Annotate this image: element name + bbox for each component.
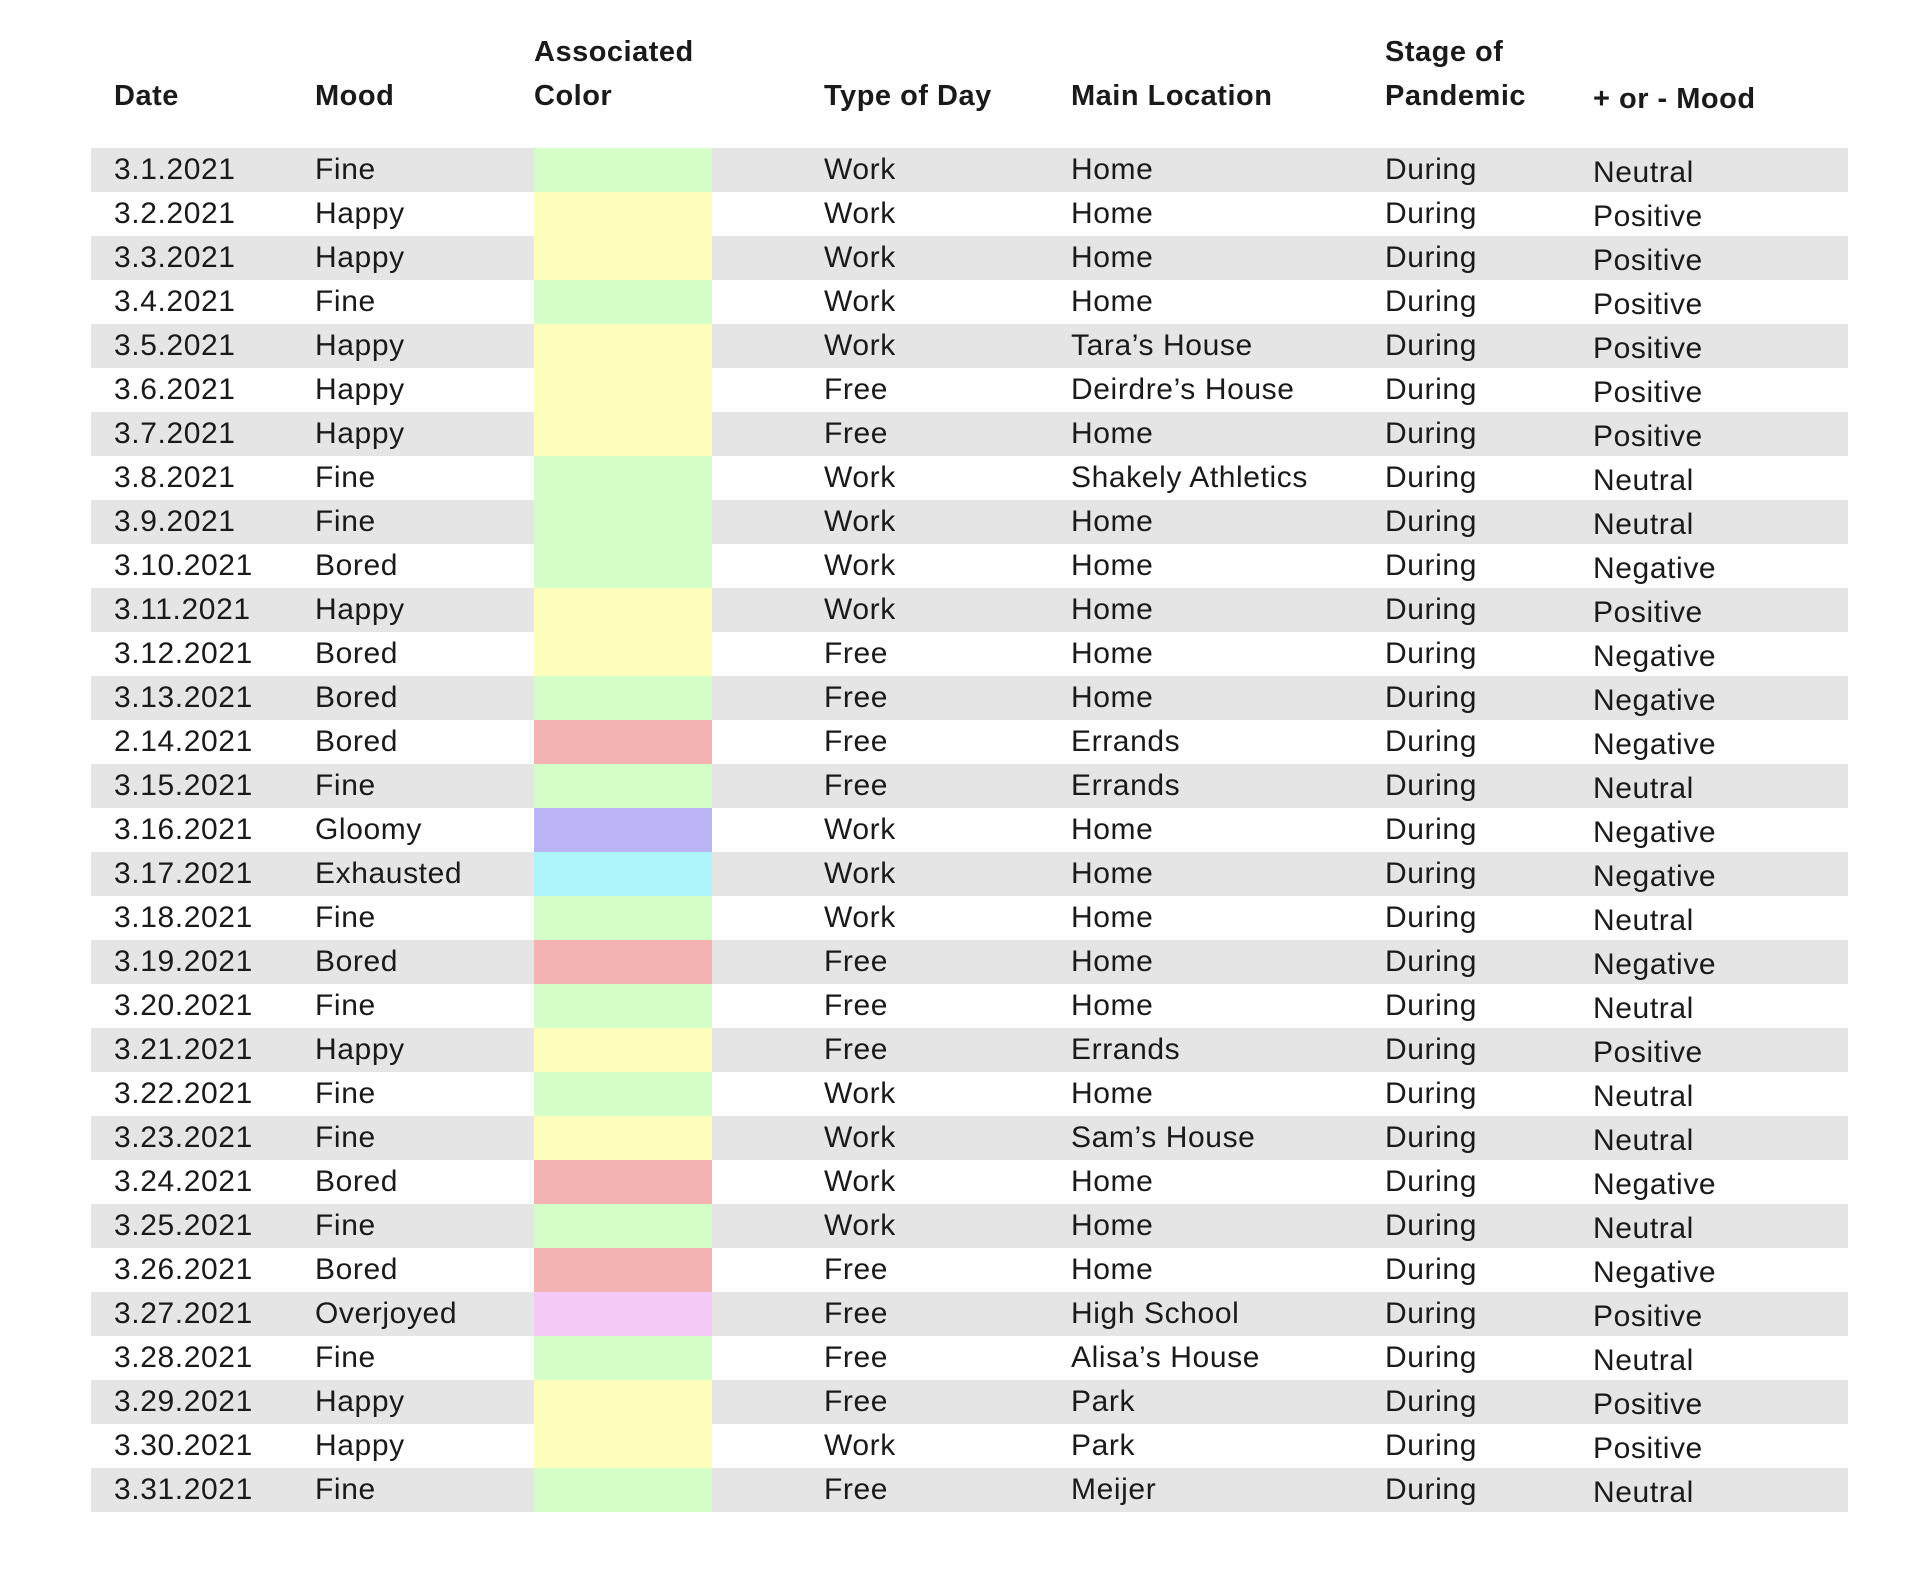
- associated-color-swatch: [534, 412, 712, 456]
- table-row: [91, 236, 1848, 280]
- header-type-of-day: Type of Day: [824, 80, 992, 112]
- type-of-day-cell: Work: [824, 461, 896, 494]
- stage-of-pandemic-cell: During: [1385, 505, 1477, 538]
- associated-color-swatch: [534, 632, 712, 676]
- table-row: [91, 808, 1848, 852]
- date-cell: 3.21.2021: [114, 1033, 253, 1066]
- table-row: [91, 720, 1848, 764]
- main-location-cell: Home: [1071, 901, 1154, 934]
- mood-cell: Fine: [315, 1121, 376, 1154]
- main-location-cell: Errands: [1071, 725, 1181, 758]
- stage-of-pandemic-cell: During: [1385, 1429, 1477, 1462]
- date-cell: 3.25.2021: [114, 1209, 253, 1242]
- associated-color-swatch: [534, 852, 712, 896]
- plus-minus-mood-cell: Positive: [1593, 420, 1703, 453]
- plus-minus-mood-cell: Positive: [1593, 1036, 1703, 1069]
- associated-color-swatch: [534, 1072, 712, 1116]
- plus-minus-mood-cell: Negative: [1593, 728, 1717, 761]
- stage-of-pandemic-cell: During: [1385, 681, 1477, 714]
- mood-cell: Fine: [315, 1473, 376, 1506]
- date-cell: 3.22.2021: [114, 1077, 253, 1110]
- header-main-location: Main Location: [1071, 80, 1273, 112]
- plus-minus-mood-cell: Positive: [1593, 1388, 1703, 1421]
- associated-color-swatch: [534, 764, 712, 808]
- table-row: [91, 1424, 1848, 1468]
- table-row: [91, 940, 1848, 984]
- table-body: [91, 148, 1848, 1512]
- stage-of-pandemic-cell: During: [1385, 1165, 1477, 1198]
- type-of-day-cell: Free: [824, 1473, 889, 1506]
- type-of-day-cell: Work: [824, 1165, 896, 1198]
- table-row: [91, 324, 1848, 368]
- main-location-cell: Deirdre’s House: [1071, 373, 1295, 406]
- plus-minus-mood-cell: Neutral: [1593, 1124, 1694, 1157]
- associated-color-swatch: [534, 676, 712, 720]
- type-of-day-cell: Free: [824, 373, 889, 406]
- plus-minus-mood-cell: Negative: [1593, 684, 1717, 717]
- plus-minus-mood-cell: Neutral: [1593, 1212, 1694, 1245]
- type-of-day-cell: Work: [824, 593, 896, 626]
- plus-minus-mood-cell: Neutral: [1593, 464, 1694, 497]
- associated-color-swatch: [534, 940, 712, 984]
- table-row: [91, 676, 1848, 720]
- associated-color-swatch: [534, 1248, 712, 1292]
- type-of-day-cell: Free: [824, 989, 889, 1022]
- stage-of-pandemic-cell: During: [1385, 153, 1477, 186]
- table-row: [91, 984, 1848, 1028]
- main-location-cell: Sam’s House: [1071, 1121, 1256, 1154]
- table-row: [91, 1336, 1848, 1380]
- type-of-day-cell: Work: [824, 505, 896, 538]
- main-location-cell: Home: [1071, 285, 1154, 318]
- header-date: Date: [114, 80, 179, 112]
- table-row: [91, 148, 1848, 192]
- main-location-cell: Home: [1071, 197, 1154, 230]
- date-cell: 3.7.2021: [114, 417, 236, 450]
- date-cell: 3.15.2021: [114, 769, 253, 802]
- plus-minus-mood-cell: Negative: [1593, 816, 1717, 849]
- plus-minus-mood-cell: Neutral: [1593, 904, 1694, 937]
- mood-cell: Happy: [315, 1033, 405, 1066]
- associated-color-swatch: [534, 368, 712, 412]
- main-location-cell: Home: [1071, 813, 1154, 846]
- table-row: [91, 1248, 1848, 1292]
- mood-cell: Happy: [315, 1429, 405, 1462]
- header-stage-line2: Pandemic: [1385, 80, 1526, 112]
- stage-of-pandemic-cell: During: [1385, 769, 1477, 802]
- type-of-day-cell: Work: [824, 1209, 896, 1242]
- plus-minus-mood-cell: Negative: [1593, 640, 1717, 673]
- date-cell: 3.9.2021: [114, 505, 236, 538]
- stage-of-pandemic-cell: During: [1385, 945, 1477, 978]
- mood-cell: Fine: [315, 461, 376, 494]
- plus-minus-mood-cell: Positive: [1593, 288, 1703, 321]
- mood-cell: Fine: [315, 285, 376, 318]
- type-of-day-cell: Work: [824, 285, 896, 318]
- type-of-day-cell: Work: [824, 857, 896, 890]
- date-cell: 3.12.2021: [114, 637, 253, 670]
- plus-minus-mood-cell: Neutral: [1593, 992, 1694, 1025]
- mood-cell: Bored: [315, 725, 399, 758]
- table-row: [91, 1116, 1848, 1160]
- date-cell: 3.6.2021: [114, 373, 236, 406]
- mood-cell: Gloomy: [315, 813, 422, 846]
- plus-minus-mood-cell: Positive: [1593, 1300, 1703, 1333]
- type-of-day-cell: Free: [824, 769, 889, 802]
- mood-cell: Bored: [315, 1165, 399, 1198]
- associated-color-swatch: [534, 1380, 712, 1424]
- mood-cell: Fine: [315, 989, 376, 1022]
- mood-cell: Happy: [315, 373, 405, 406]
- date-cell: 3.18.2021: [114, 901, 253, 934]
- plus-minus-mood-cell: Positive: [1593, 332, 1703, 365]
- type-of-day-cell: Free: [824, 1297, 889, 1330]
- plus-minus-mood-cell: Negative: [1593, 1168, 1717, 1201]
- associated-color-swatch: [534, 1160, 712, 1204]
- stage-of-pandemic-cell: During: [1385, 417, 1477, 450]
- plus-minus-mood-cell: Positive: [1593, 200, 1703, 233]
- header-stage-of-pandemic: [1385, 30, 1526, 118]
- type-of-day-cell: Work: [824, 197, 896, 230]
- mood-cell: Bored: [315, 681, 399, 714]
- associated-color-swatch: [534, 544, 712, 588]
- main-location-cell: Home: [1071, 1077, 1154, 1110]
- associated-color-swatch: [534, 1116, 712, 1160]
- stage-of-pandemic-cell: During: [1385, 241, 1477, 274]
- header-stage-line1: Stage of: [1385, 36, 1504, 68]
- main-location-cell: Tara’s House: [1071, 329, 1253, 362]
- date-cell: 3.1.2021: [114, 153, 236, 186]
- date-cell: 3.8.2021: [114, 461, 236, 494]
- plus-minus-mood-cell: Positive: [1593, 596, 1703, 629]
- associated-color-swatch: [534, 500, 712, 544]
- associated-color-swatch: [534, 236, 712, 280]
- main-location-cell: Home: [1071, 1165, 1154, 1198]
- date-cell: 3.30.2021: [114, 1429, 253, 1462]
- main-location-cell: Home: [1071, 153, 1154, 186]
- table-row: [91, 632, 1848, 676]
- main-location-cell: Home: [1071, 1209, 1154, 1242]
- mood-cell: Happy: [315, 241, 405, 274]
- associated-color-swatch: [534, 1424, 712, 1468]
- stage-of-pandemic-cell: During: [1385, 1077, 1477, 1110]
- mood-cell: Fine: [315, 1209, 376, 1242]
- plus-minus-mood-cell: Neutral: [1593, 1476, 1694, 1509]
- plus-minus-mood-cell: Negative: [1593, 552, 1717, 585]
- table-row: [91, 1072, 1848, 1116]
- table-row: [91, 588, 1848, 632]
- date-cell: 3.28.2021: [114, 1341, 253, 1374]
- stage-of-pandemic-cell: During: [1385, 197, 1477, 230]
- plus-minus-mood-cell: Neutral: [1593, 156, 1694, 189]
- table-row: [91, 280, 1848, 324]
- main-location-cell: Alisa’s House: [1071, 1341, 1261, 1374]
- table-header: [91, 0, 1848, 148]
- date-cell: 3.5.2021: [114, 329, 236, 362]
- mood-cell: Bored: [315, 1253, 399, 1286]
- associated-color-swatch: [534, 808, 712, 852]
- stage-of-pandemic-cell: During: [1385, 1473, 1477, 1506]
- main-location-cell: Home: [1071, 989, 1154, 1022]
- date-cell: 3.11.2021: [114, 593, 251, 626]
- stage-of-pandemic-cell: During: [1385, 461, 1477, 494]
- mood-cell: Happy: [315, 1385, 405, 1418]
- date-cell: 3.17.2021: [114, 857, 253, 890]
- main-location-cell: Shakely Athletics: [1071, 461, 1308, 494]
- table-row: [91, 764, 1848, 808]
- stage-of-pandemic-cell: During: [1385, 373, 1477, 406]
- plus-minus-mood-cell: Neutral: [1593, 508, 1694, 541]
- type-of-day-cell: Work: [824, 241, 896, 274]
- type-of-day-cell: Free: [824, 417, 889, 450]
- stage-of-pandemic-cell: During: [1385, 813, 1477, 846]
- mood-cell: Overjoyed: [315, 1297, 458, 1330]
- header-mood: Mood: [315, 80, 395, 112]
- date-cell: 3.29.2021: [114, 1385, 253, 1418]
- date-cell: 3.26.2021: [114, 1253, 253, 1286]
- main-location-cell: Home: [1071, 549, 1154, 582]
- date-cell: 3.27.2021: [114, 1297, 253, 1330]
- stage-of-pandemic-cell: During: [1385, 1341, 1477, 1374]
- mood-cell: Happy: [315, 417, 405, 450]
- table-row: [91, 1292, 1848, 1336]
- stage-of-pandemic-cell: During: [1385, 1033, 1477, 1066]
- mood-cell: Fine: [315, 1077, 376, 1110]
- plus-minus-mood-cell: Neutral: [1593, 772, 1694, 805]
- type-of-day-cell: Free: [824, 637, 889, 670]
- table-row: [91, 1204, 1848, 1248]
- table-row: [91, 500, 1848, 544]
- stage-of-pandemic-cell: During: [1385, 1253, 1477, 1286]
- type-of-day-cell: Work: [824, 813, 896, 846]
- plus-minus-mood-cell: Neutral: [1593, 1080, 1694, 1113]
- date-cell: 2.14.2021: [114, 725, 253, 758]
- stage-of-pandemic-cell: During: [1385, 989, 1477, 1022]
- main-location-cell: High School: [1071, 1297, 1240, 1330]
- stage-of-pandemic-cell: During: [1385, 593, 1477, 626]
- associated-color-swatch: [534, 984, 712, 1028]
- type-of-day-cell: Work: [824, 153, 896, 186]
- associated-color-swatch: [534, 896, 712, 940]
- type-of-day-cell: Work: [824, 901, 896, 934]
- associated-color-swatch: [534, 148, 712, 192]
- type-of-day-cell: Work: [824, 329, 896, 362]
- header-associated-color: [534, 30, 694, 118]
- main-location-cell: Home: [1071, 1253, 1154, 1286]
- type-of-day-cell: Free: [824, 1341, 889, 1374]
- type-of-day-cell: Free: [824, 725, 889, 758]
- mood-cell: Bored: [315, 945, 399, 978]
- header-plus-minus-mood: + or - Mood: [1593, 83, 1756, 115]
- date-cell: 3.3.2021: [114, 241, 236, 274]
- type-of-day-cell: Work: [824, 1121, 896, 1154]
- plus-minus-mood-cell: Positive: [1593, 244, 1703, 277]
- date-cell: 3.13.2021: [114, 681, 253, 714]
- main-location-cell: Park: [1071, 1385, 1136, 1418]
- plus-minus-mood-cell: Negative: [1593, 860, 1717, 893]
- main-location-cell: Home: [1071, 505, 1154, 538]
- table-row: [91, 1380, 1848, 1424]
- main-location-cell: Home: [1071, 945, 1154, 978]
- main-location-cell: Home: [1071, 637, 1154, 670]
- table-row: [91, 1468, 1848, 1512]
- table-row: [91, 1028, 1848, 1072]
- mood-cell: Fine: [315, 901, 376, 934]
- type-of-day-cell: Free: [824, 1253, 889, 1286]
- associated-color-swatch: [534, 1468, 712, 1512]
- table-row: [91, 544, 1848, 588]
- type-of-day-cell: Free: [824, 1385, 889, 1418]
- stage-of-pandemic-cell: During: [1385, 1385, 1477, 1418]
- type-of-day-cell: Work: [824, 1429, 896, 1462]
- main-location-cell: Home: [1071, 681, 1154, 714]
- mood-cell: Fine: [315, 153, 376, 186]
- date-cell: 3.2.2021: [114, 197, 236, 230]
- associated-color-swatch: [534, 1336, 712, 1380]
- associated-color-swatch: [534, 588, 712, 632]
- date-cell: 3.24.2021: [114, 1165, 253, 1198]
- associated-color-swatch: [534, 324, 712, 368]
- mood-cell: Fine: [315, 769, 376, 802]
- main-location-cell: Meijer: [1071, 1473, 1157, 1506]
- type-of-day-cell: Free: [824, 681, 889, 714]
- date-cell: 3.31.2021: [114, 1473, 253, 1506]
- type-of-day-cell: Work: [824, 549, 896, 582]
- stage-of-pandemic-cell: During: [1385, 637, 1477, 670]
- associated-color-swatch: [534, 1028, 712, 1072]
- type-of-day-cell: Free: [824, 1033, 889, 1066]
- type-of-day-cell: Free: [824, 945, 889, 978]
- table-row: [91, 896, 1848, 940]
- associated-color-swatch: [534, 1292, 712, 1336]
- plus-minus-mood-cell: Positive: [1593, 1432, 1703, 1465]
- table-row: [91, 412, 1848, 456]
- stage-of-pandemic-cell: During: [1385, 285, 1477, 318]
- table-row: [91, 368, 1848, 412]
- date-cell: 3.23.2021: [114, 1121, 253, 1154]
- stage-of-pandemic-cell: During: [1385, 1209, 1477, 1242]
- header-color-line1: Associated: [534, 36, 694, 68]
- table-row: [91, 456, 1848, 500]
- table-row: [91, 852, 1848, 896]
- date-cell: 3.20.2021: [114, 989, 253, 1022]
- main-location-cell: Home: [1071, 857, 1154, 890]
- mood-cell: Happy: [315, 197, 405, 230]
- mood-cell: Bored: [315, 637, 399, 670]
- date-cell: 3.4.2021: [114, 285, 236, 318]
- main-location-cell: Park: [1071, 1429, 1136, 1462]
- stage-of-pandemic-cell: During: [1385, 549, 1477, 582]
- stage-of-pandemic-cell: During: [1385, 857, 1477, 890]
- plus-minus-mood-cell: Negative: [1593, 948, 1717, 981]
- stage-of-pandemic-cell: During: [1385, 901, 1477, 934]
- main-location-cell: Errands: [1071, 1033, 1181, 1066]
- associated-color-swatch: [534, 1204, 712, 1248]
- main-location-cell: Home: [1071, 417, 1154, 450]
- table-row: [91, 1160, 1848, 1204]
- mood-cell: Happy: [315, 329, 405, 362]
- date-cell: 3.16.2021: [114, 813, 253, 846]
- mood-cell: Fine: [315, 1341, 376, 1374]
- plus-minus-mood-cell: Neutral: [1593, 1344, 1694, 1377]
- main-location-cell: Home: [1071, 241, 1154, 274]
- plus-minus-mood-cell: Positive: [1593, 376, 1703, 409]
- main-location-cell: Home: [1071, 593, 1154, 626]
- stage-of-pandemic-cell: During: [1385, 329, 1477, 362]
- mood-cell: Exhausted: [315, 857, 463, 890]
- type-of-day-cell: Work: [824, 1077, 896, 1110]
- associated-color-swatch: [534, 192, 712, 236]
- stage-of-pandemic-cell: During: [1385, 725, 1477, 758]
- date-cell: 3.19.2021: [114, 945, 253, 978]
- mood-cell: Fine: [315, 505, 376, 538]
- associated-color-swatch: [534, 456, 712, 500]
- header-color-line2: Color: [534, 80, 613, 112]
- mood-table: [91, 0, 1848, 1512]
- mood-cell: Bored: [315, 549, 399, 582]
- associated-color-swatch: [534, 280, 712, 324]
- stage-of-pandemic-cell: During: [1385, 1121, 1477, 1154]
- plus-minus-mood-cell: Negative: [1593, 1256, 1717, 1289]
- stage-of-pandemic-cell: During: [1385, 1297, 1477, 1330]
- mood-cell: Happy: [315, 593, 405, 626]
- date-cell: 3.10.2021: [114, 549, 253, 582]
- associated-color-swatch: [534, 720, 712, 764]
- table-row: [91, 192, 1848, 236]
- main-location-cell: Errands: [1071, 769, 1181, 802]
